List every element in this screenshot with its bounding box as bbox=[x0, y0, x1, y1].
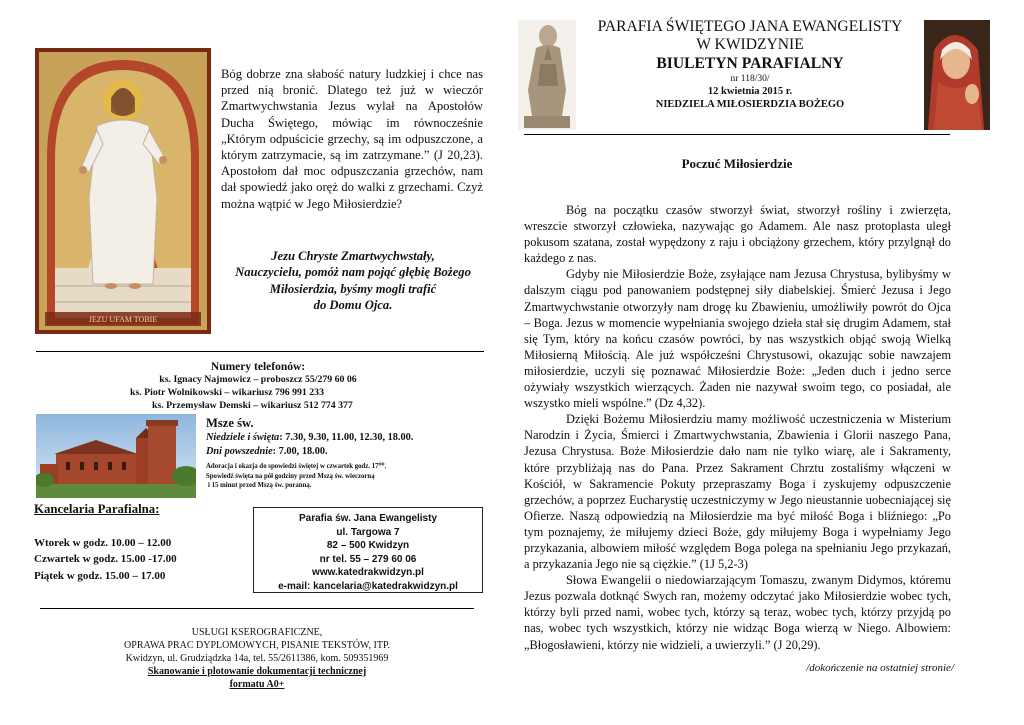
article-paragraph: Dzięki Bożemu Miłosierdziu mamy możliwość uczestniczenia w Misterium Narodzin i Życia, Śmierci i Zmartwychwstania, Zbawienia i Glorii naszego Pana, Jezusa Chrystusa. Boże Miłosierdzie dało nam nie tylko wiarę, ale i Sakramenty, które przybliżają nas do Pana. Przez Sakrament Chrztu zostaliśmy włączeni w Kościół, w Sakramencie Pokuty przepraszamy Boga i zyskujemy odpuszczenie grzechów, a poprzez Eucharystię uczestniczymy w Jego nieustannie uobecniającej się Ofierze. Naszą odpowiedzią na Miłosierdzie ma być miłość Boga i bliźniego: „Po tym poznajemy, że miłujemy dzieci Boże, gdy miłujemy Boga i wypełniamy Jego przykazania, albowiem miłość względem Boga polega na spełnianiu Jego przykazań, a przykazania Jego nie są ciężkie.” (1J 5,2-3) bbox=[524, 412, 951, 572]
office-title: Kancelaria Parafialna: bbox=[34, 502, 160, 516]
contact-line: Parafia św. Jana Ewangelisty bbox=[298, 513, 438, 524]
divider-line bbox=[36, 351, 484, 352]
contact-line: 82 – 500 Kwidzyn bbox=[326, 540, 410, 552]
parish-city: W KWIDZYNIE bbox=[696, 36, 804, 53]
issue-number: nr 118/30/ bbox=[730, 74, 770, 84]
office-section bbox=[34, 502, 244, 584]
issue-date: 12 kwietnia 2015 r. bbox=[707, 86, 793, 97]
sunday-label: Niedziele i święta bbox=[206, 432, 280, 443]
intro-paragraph: Bóg dobrze zna słabość natury ludzkiej i chce nas przed nią bronić. Dlatego też już w wieczór Zmartwychwstania Jezus wylał na Apostołów Ducha Świętego, mówiąc im równocześnie „Którym odpuścicie grzechy, są im odpuszczone, a którym zatrzymacie, są im zatrzymane.” (J 20,23). Apostołom dał moc odpuszczania grzechów, nam dał spowiedź jako oręż do walki z grzechami. Czyż można wątpić w Jego Miłosierdzie? bbox=[221, 67, 483, 211]
ad-section bbox=[40, 626, 474, 691]
phone-line: ks. Przemysław Demski – wikariusz 512 774 377 bbox=[152, 399, 353, 411]
sunday-times: : 7.30, 9.30, 11.00, 12.30, 18.00. bbox=[279, 432, 414, 443]
prayer-line: do Domu Ojca. bbox=[313, 298, 393, 313]
contact-line: nr tel. 55 – 279 60 06 bbox=[319, 553, 417, 565]
ad-line-underlined: formatu A0+ bbox=[229, 679, 285, 690]
continued-note: /dokończenie na ostatniej stronie/ bbox=[806, 662, 954, 674]
weekday-label: Dni powszednie bbox=[206, 446, 273, 457]
masses-section bbox=[206, 416, 488, 491]
phones-section bbox=[30, 360, 486, 412]
contact-box bbox=[253, 507, 483, 593]
parish-name: PARAFIA ŚWIĘTEGO JANA EWANGELISTY bbox=[597, 18, 903, 35]
divider-line bbox=[40, 608, 474, 609]
divine-mercy-icon-image bbox=[35, 48, 211, 334]
bulletin-header bbox=[580, 18, 920, 111]
article-paragraph: Bóg na początku czasów stworzył świat, stworzył rośliny i zwierzęta, wreszcie stworzył człowieka, nazywając go Adamem. Ale nasz protoplasta uległ pokusom szatana, został wypędzony z raju i obciążony grzechem, który przylgnął do każdego z nas. bbox=[524, 203, 951, 266]
weekday-times: : 7.00, 18.00. bbox=[272, 446, 328, 457]
icon-caption: JEZU UFAM TOBIE bbox=[88, 315, 158, 324]
office-hours-line: Piątek w godz. 15.00 – 17.00 bbox=[34, 569, 166, 582]
contact-line: ul. Targowa 7 bbox=[336, 526, 400, 538]
sunday-masses bbox=[206, 431, 488, 445]
office-hours-line: Wtorek w godz. 10.00 – 12.00 bbox=[34, 537, 172, 549]
mass-note: Spowiedź święta na pół godziny przed Mszą św. wieczorną bbox=[206, 472, 375, 480]
prayer-line: Jezu Chryste Zmartwychwstały, bbox=[271, 249, 435, 263]
header-divider bbox=[524, 134, 950, 135]
bulletin-title: BIULETYN PARAFIALNY bbox=[656, 55, 844, 72]
mary-portrait-image bbox=[924, 20, 990, 130]
phone-line: ks. Ignacy Najmowicz – proboszcz 55/279 60 06 bbox=[159, 374, 357, 385]
office-hours-line: Czwartek w godz. 15.00 -17.00 bbox=[34, 553, 177, 566]
article-title: Poczuć Miłosierdzie bbox=[681, 156, 793, 171]
prayer-line: Miłosierdzia, byśmy mogli trafić bbox=[269, 281, 437, 296]
article-paragraph: Gdyby nie Miłosierdzie Boże, zsyłające nam Jezusa Chrystusa, bylibyśmy w dalszym ciągu pod panowaniem podstępnej siły diabelskiej. Śmierć Jezusa i Jego Zmartwychwstanie otworzyły nam drogę ku Zbawieniu, umożliwiły powrót do Ojca – Boga. Jezus w momencie wypełniania swojego dzieła stał się drugim Adamem, stał się Tym, który na końcu czasów powróci, by nas wszystkich objąć swoją Wielką Miłosierną Miłością. Ale już współcześni Chrystusowi, okazując sobie nawzajem miłosierdzie, uczyli się poznawać Miłosierdzie Boże: „Jeden duch i jedno serce ożywiały wszystkich wierzących. Żaden nie nazywał swoim tego, co posiadał, ale wszystko mieli wspólne.” (Dz 4,32). bbox=[524, 267, 951, 411]
mass-note: Adoracja i okazja do spowiedzi świętej w czwartek godz. 17⁰⁰. bbox=[206, 463, 387, 470]
ad-line-underlined: Skanowanie i plotowanie dokumentacji technicznej bbox=[147, 666, 367, 677]
article-paragraph: Słowa Ewangelii o niedowiarzającym Tomaszu, zwanym Didymos, któremu Jezus pozwala dotknąć Swych ran, możemy odczytać jako Miłosierdzie wobec tych, którzy byli przed nami, wobec tych, którzy są teraz, wobec tych, którzy przyjdą po nas, wobec tych wszystkich, którzy nie widząc Boga wierzą w Niego. Albowiem: „Błogosławieni, którzy nie widzieli, a uwierzyli.” (J 20,29). bbox=[524, 573, 951, 652]
castle-photo bbox=[36, 414, 196, 498]
saint-john-statue-image bbox=[518, 20, 576, 130]
prayer bbox=[220, 248, 486, 314]
website-link[interactable]: www.katedrakwidzyn.pl bbox=[312, 567, 424, 579]
mass-note: i 15 minut przed Mszą św. poranną. bbox=[208, 482, 312, 489]
sunday-name: NIEDZIELA MIŁOSIERDZIA BOŻEGO bbox=[655, 99, 845, 110]
email-link[interactable]: e-mail: kancelaria@katedrakwidzyn.pl bbox=[278, 580, 458, 592]
phone-line: ks. Piotr Wolnikowski – wikariusz 796 991 233 bbox=[130, 386, 324, 398]
ad-line: USŁUGI KSEROGRAFICZNE, bbox=[191, 627, 323, 638]
weekday-masses bbox=[206, 445, 488, 459]
ad-line: OPRAWA PRAC DYPLOMOWYCH, PISANIE TEKSTÓW, ITP. bbox=[124, 640, 390, 651]
ad-line: Kwidzyn, ul. Grudziądzka 14a, tel. 55/2611386, kom. 509351969 bbox=[125, 653, 389, 664]
prayer-line: Nauczycielu, pomóż nam pojąć głębię Bożego bbox=[235, 265, 471, 280]
phones-title: Numery telefonów: bbox=[210, 361, 306, 373]
masses-title: Msze św. bbox=[206, 416, 254, 430]
article-body bbox=[524, 202, 951, 653]
